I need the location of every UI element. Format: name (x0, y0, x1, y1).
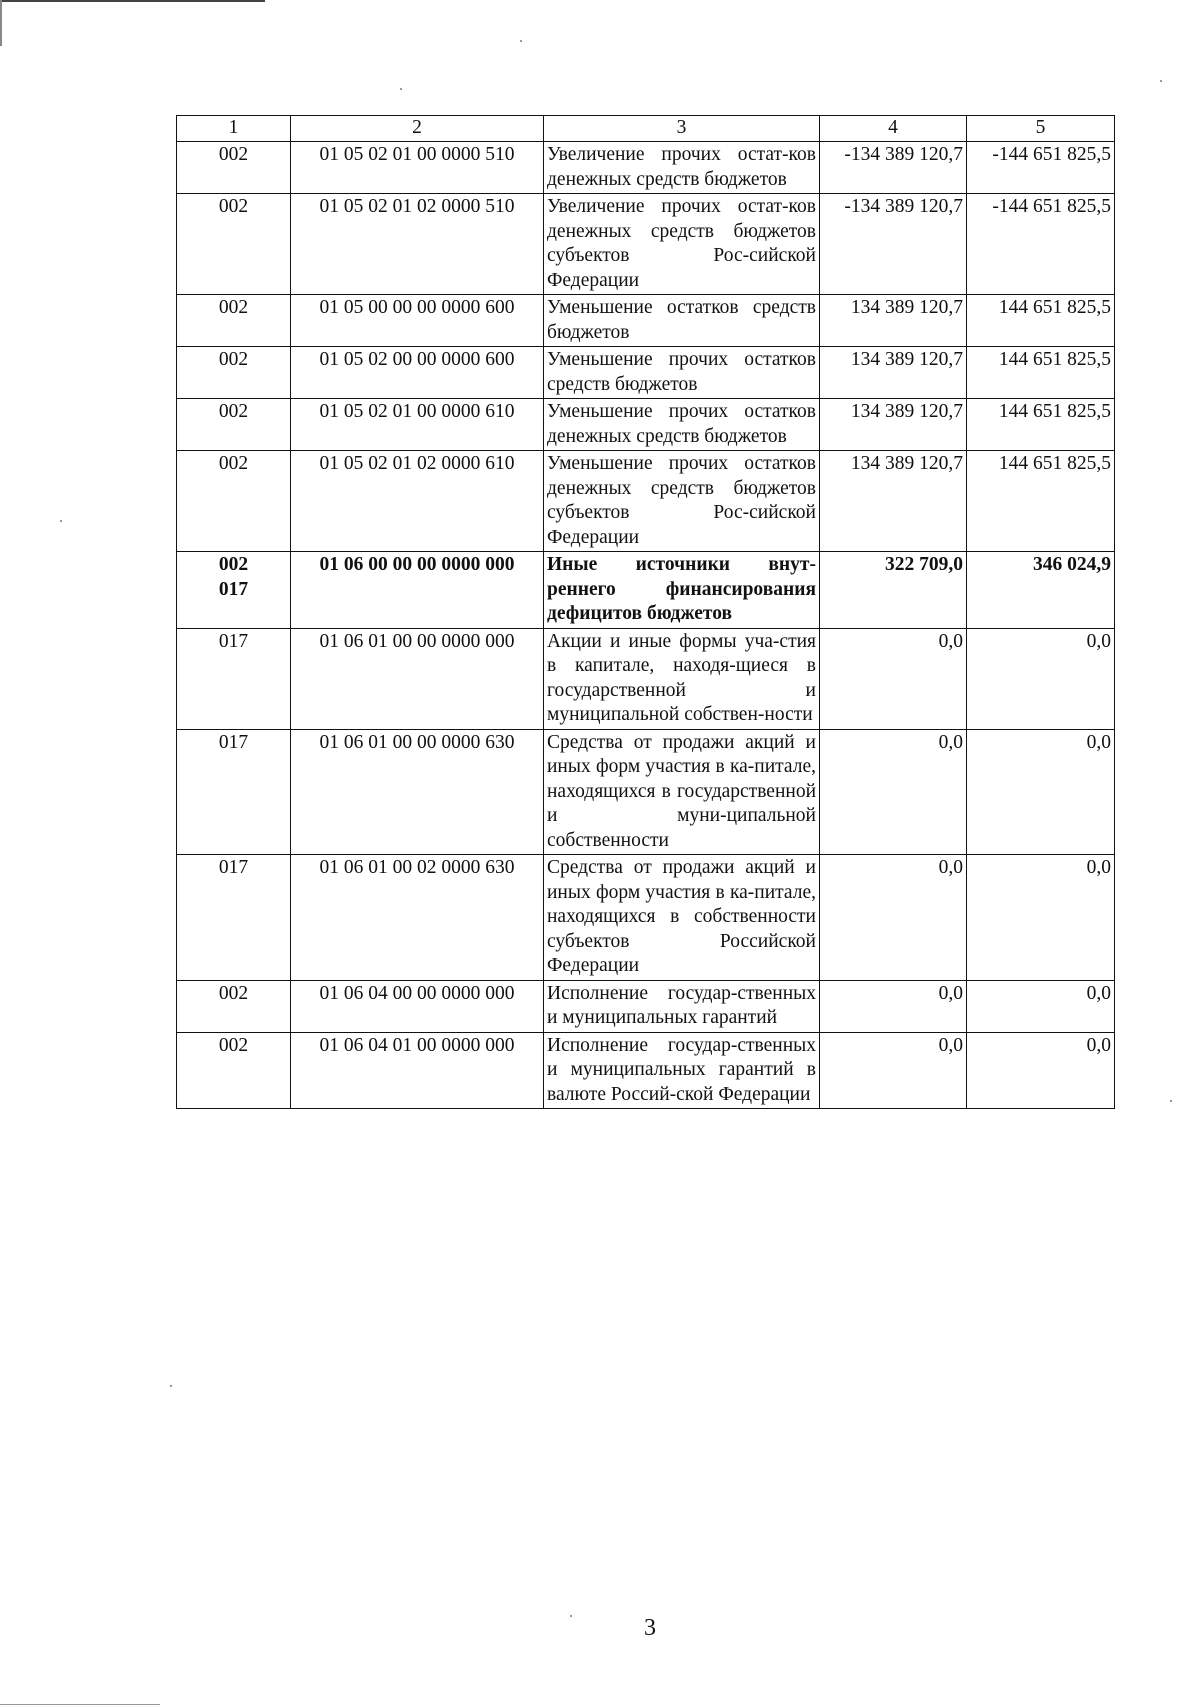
admin-code: 017 (218, 857, 249, 878)
admin-code-cell (177, 194, 291, 295)
admin-code-cell (177, 552, 291, 629)
admin-code-cell (177, 347, 291, 399)
amount-col5: 144 651 825,5 (967, 451, 1115, 552)
table-row (177, 552, 1115, 629)
table-row (177, 142, 1115, 194)
amount-col5: 0,0 (967, 1032, 1115, 1109)
scan-speck (1160, 80, 1162, 82)
source-name: Средства от продажи акций и иных форм участия в ка-питале, находящихся в государственной и муни-ципальной собственности (544, 729, 820, 855)
table-row (177, 194, 1115, 295)
amount-col4: 322 709,0 (820, 552, 967, 629)
amount-col4: 134 389 120,7 (820, 295, 967, 347)
admin-code: 002 (218, 349, 249, 370)
amount-col4: 134 389 120,7 (820, 347, 967, 399)
admin-code-cell (177, 855, 291, 981)
table-header (177, 116, 1115, 142)
source-name: Увеличение прочих остат-ков денежных средств бюджетов субъектов Рос-сийской Федерации (544, 194, 820, 295)
admin-code-cell (177, 1032, 291, 1109)
amount-col5: 346 024,9 (967, 552, 1115, 629)
table-row (177, 980, 1115, 1032)
source-name: Иные источники внут-реннего финансирования дефицитов бюджетов (544, 552, 820, 629)
admin-code-cell (177, 295, 291, 347)
scan-speck (520, 40, 522, 42)
admin-code-cell (177, 451, 291, 552)
budget-classification-code: 01 06 01 00 00 0000 000 (291, 628, 544, 729)
admin-code: 002 (218, 297, 249, 318)
budget-classification-code: 01 05 02 01 00 0000 610 (291, 399, 544, 451)
source-name: Исполнение государ-ственных и муниципальных гарантий в валюте Россий-ской Федерации (544, 1032, 820, 1109)
amount-col5: 144 651 825,5 (967, 295, 1115, 347)
amount-col4: 0,0 (820, 1032, 967, 1109)
admin-code: 017 (218, 630, 249, 652)
admin-code: 017 (218, 731, 249, 753)
amount-col4: -134 389 120,7 (820, 194, 967, 295)
source-name: Акции и иные формы уча-стия в капитале, находя-щиеся в государственной и муниципальной собствен-ности (544, 628, 820, 729)
scan-speck (400, 88, 402, 90)
sources-table (176, 115, 1115, 1109)
admin-code: 002 (218, 196, 249, 217)
budget-classification-code: 01 05 02 00 00 0000 600 (291, 347, 544, 399)
table-row (177, 451, 1115, 552)
source-name: Уменьшение прочих остатков денежных средств бюджетов (544, 399, 820, 451)
admin-code: 002 (218, 453, 249, 474)
column-header: 4 (820, 116, 967, 142)
budget-classification-code: 01 06 04 00 00 0000 000 (291, 980, 544, 1032)
amount-col5: 144 651 825,5 (967, 399, 1115, 451)
source-name: Уменьшение остатков средств бюджетов (544, 295, 820, 347)
table-body (177, 142, 1115, 1109)
source-name: Исполнение государ-ственных и муниципальных гарантий (544, 980, 820, 1032)
scan-edge-left (0, 0, 2, 46)
admin-code: 002 (218, 982, 249, 1004)
budget-classification-code: 01 05 02 01 02 0000 610 (291, 451, 544, 552)
column-header: 3 (544, 116, 820, 142)
table-row (177, 295, 1115, 347)
source-name: Средства от продажи акций и иных форм участия в ка-питале, находящихся в собственности субъектов Российской Федерации (544, 855, 820, 981)
admin-code-cell (177, 399, 291, 451)
scan-speck (1170, 1100, 1172, 1102)
budget-classification-code: 01 05 02 01 02 0000 510 (291, 194, 544, 295)
amount-col4: 0,0 (820, 980, 967, 1032)
budget-classification-code: 01 06 04 01 00 0000 000 (291, 1032, 544, 1109)
budget-classification-code: 01 05 02 01 00 0000 510 (291, 142, 544, 194)
table-row (177, 628, 1115, 729)
table-row (177, 729, 1115, 855)
source-name: Уменьшение прочих остатков средств бюджетов (544, 347, 820, 399)
admin-code-cell (177, 142, 291, 194)
scan-edge-top (0, 0, 265, 2)
table-row (177, 1032, 1115, 1109)
table-row (177, 399, 1115, 451)
admin-code: 002 (218, 144, 249, 165)
amount-col5: 0,0 (967, 980, 1115, 1032)
budget-classification-code: 01 05 00 00 00 0000 600 (291, 295, 544, 347)
column-header: 2 (291, 116, 544, 142)
amount-col5: -144 651 825,5 (967, 194, 1115, 295)
column-header: 1 (177, 116, 291, 142)
admin-code-cell (177, 628, 291, 729)
source-name: Увеличение прочих остат-ков денежных средств бюджетов (544, 142, 820, 194)
admin-code: 017 (218, 578, 249, 600)
amount-col4: 134 389 120,7 (820, 399, 967, 451)
amount-col5: -144 651 825,5 (967, 142, 1115, 194)
scan-speck (60, 520, 62, 522)
amount-col5: 0,0 (967, 855, 1115, 981)
admin-code-cell (177, 729, 291, 855)
table-row (177, 855, 1115, 981)
amount-col5: 144 651 825,5 (967, 347, 1115, 399)
budget-classification-code: 01 06 01 00 02 0000 630 (291, 855, 544, 981)
budget-classification-code: 01 06 01 00 00 0000 630 (291, 729, 544, 855)
admin-code: 002 (218, 1034, 249, 1056)
amount-col4: 0,0 (820, 729, 967, 855)
page-number: 3 (644, 1615, 656, 1641)
scan-speck (170, 1385, 172, 1387)
amount-col4: 0,0 (820, 855, 967, 981)
admin-code: 002 (218, 554, 249, 575)
source-name: Уменьшение прочих остатков денежных средств бюджетов субъектов Рос-сийской Федерации (544, 451, 820, 552)
budget-classification-code: 01 06 00 00 00 0000 000 (291, 552, 544, 629)
amount-col4: -134 389 120,7 (820, 142, 967, 194)
table-row (177, 347, 1115, 399)
admin-code: 002 (218, 401, 249, 422)
amount-col5: 0,0 (967, 729, 1115, 855)
column-header: 5 (967, 116, 1115, 142)
amount-col5: 0,0 (967, 628, 1115, 729)
scan-edge-bottom (0, 1704, 160, 1705)
header-row (177, 116, 1115, 142)
amount-col4: 0,0 (820, 628, 967, 729)
amount-col4: 134 389 120,7 (820, 451, 967, 552)
admin-code-cell (177, 980, 291, 1032)
